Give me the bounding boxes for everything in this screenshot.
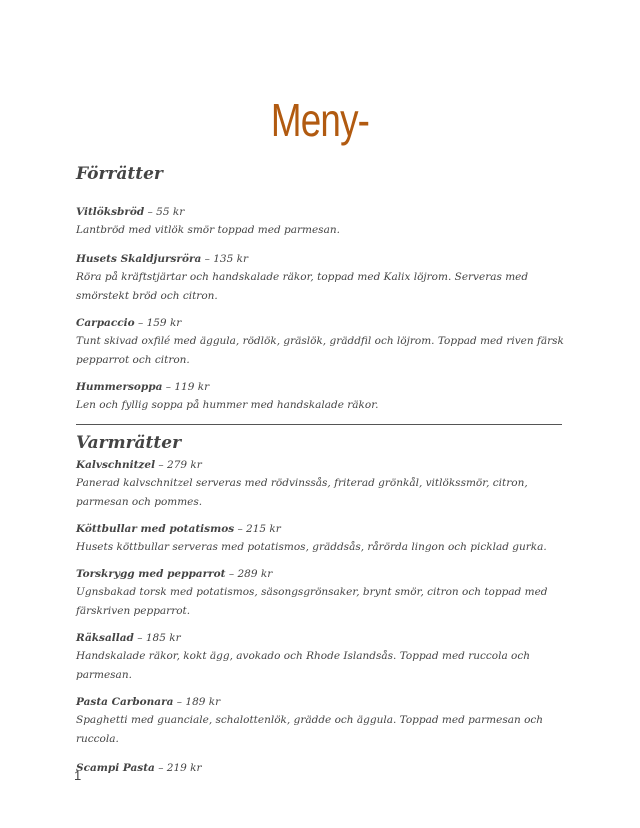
section-divider [76,424,562,425]
item-separator: – [144,206,157,218]
menu-item [76,250,566,306]
item-description: Ugnsbakad torsk med potatismos, säsongsgrönsaker, brynt smör, citron och toppad med färskriven pepparrot. [76,586,548,617]
menu-item [76,565,566,621]
menu-item [76,759,566,777]
item-name: Torskrygg med pepparrot [76,568,226,580]
item-separator: – [225,568,238,580]
item-price: 289 kr [237,568,273,580]
item-name: Scampi Pasta [76,762,155,774]
section-heading: Varmrätter [76,433,182,453]
menu-item [76,520,566,557]
item-name: Räksallad [76,632,134,644]
menu-item [76,203,566,240]
page-title: Meny- [270,94,370,146]
item-name: Kalvschnitzel [76,459,156,471]
menu-item [76,378,566,415]
item-price: 219 kr [166,762,202,774]
item-separator: – [234,523,247,535]
item-separator: – [173,696,186,708]
section-starters [76,163,566,415]
item-name: Carpaccio [76,317,135,329]
item-price: 215 kr [246,523,281,535]
page-number: 1 [74,768,82,783]
item-price: 159 kr [146,317,182,329]
menu-item [76,456,566,512]
item-price: 55 kr [156,206,185,218]
section-heading: Förrätter [76,164,163,184]
item-description: Len och fyllig soppa på hummer med handskalade räkor. [76,399,379,411]
item-name: Husets Skaldjursröra [76,253,202,265]
item-separator: – [155,459,168,471]
item-price: 119 kr [174,381,210,393]
item-separator: – [133,632,146,644]
item-price: 135 kr [213,253,249,265]
item-price: 185 kr [145,632,181,644]
item-description: Panerad kalvschnitzel serveras med rödvinssås, friterad grönkål, vitlökssmör, citron, parmesan och pommes. [76,477,528,508]
menu-item [76,629,566,685]
item-price: 279 kr [167,459,202,471]
item-price: 189 kr [185,696,221,708]
item-separator: – [201,253,214,265]
item-separator: – [154,762,167,774]
item-name: Vitlöksbröd [76,206,145,218]
item-separator: – [162,381,175,393]
menu-item [76,693,566,749]
menu-item [76,314,566,370]
section-mains [76,432,566,777]
item-description: Tunt skivad oxfilé med äggula, rödlök, gräslök, gräddfil och löjrom. Toppad med riven färsk pepparrot och citron. [76,335,564,366]
item-description: Röra på kräftstjärtar och handskalade räkor, toppad med Kalix löjrom. Serveras med smörstekt bröd och citron. [76,271,529,302]
item-description: Handskalade räkor, kokt ägg, avokado och Rhode Islandsås. Toppad med ruccola och parmesan. [76,650,531,681]
item-separator: – [134,317,147,329]
item-name: Pasta Carbonara [76,696,174,708]
item-name: Köttbullar med potatismos [76,523,235,535]
item-description: Spaghetti med guanciale, schalottenlök, grädde och äggula. Toppad med parmesan och ruccola. [76,714,544,745]
item-name: Hummersoppa [76,381,163,393]
item-description: Husets köttbullar serveras med potatismos, gräddsås, rårörda lingon och picklad gurka. [76,541,547,553]
item-description: Lantbröd med vitlök smör toppad med parmesan. [76,224,340,236]
